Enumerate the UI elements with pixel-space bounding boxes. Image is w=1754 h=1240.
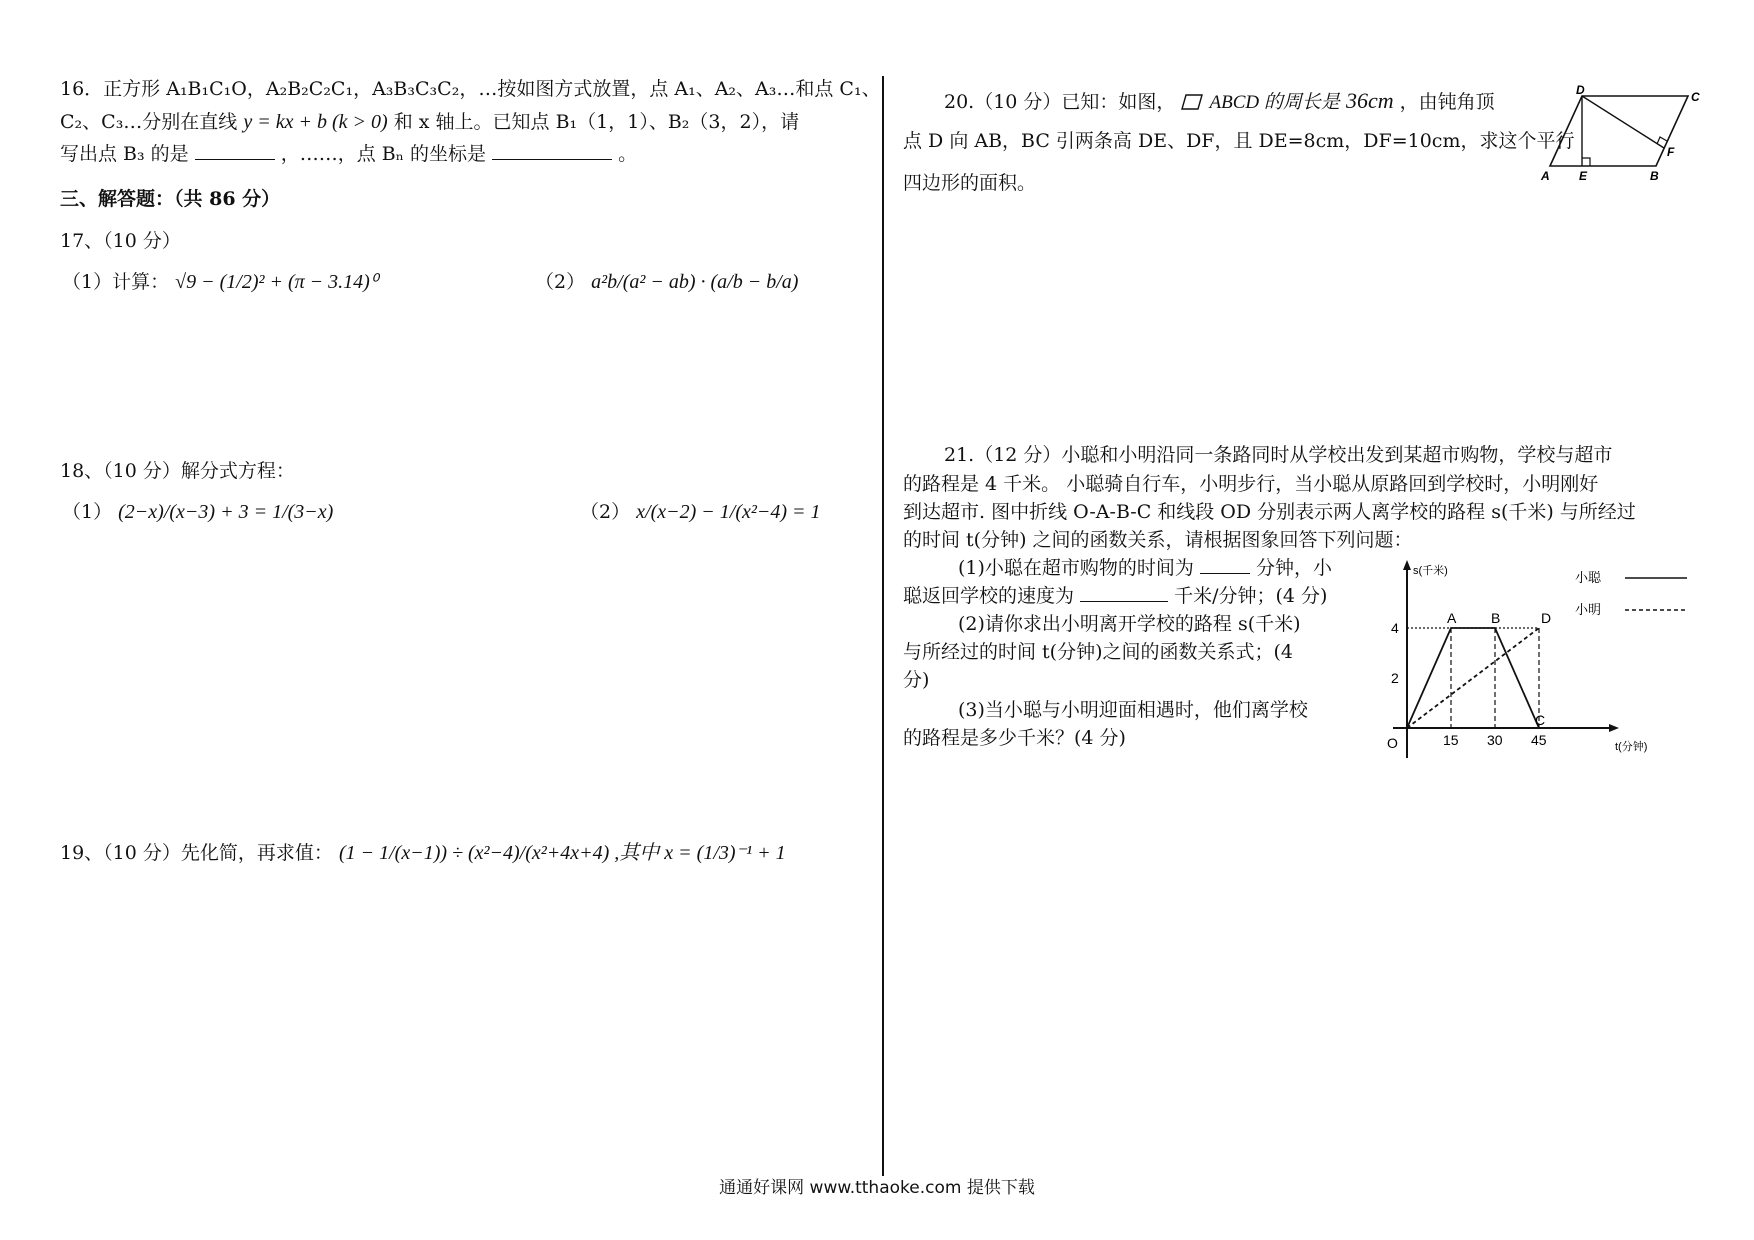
q16-line1: 16．正方形 A₁B₁C₁O，A₂B₂C₂C₁，A₃B₃C₃C₂，…按如图方式放置，点 A₁、A₂、A₃…和点 C₁、 (60, 78, 881, 100)
q19-expression: (1 − 1/(x−1)) ÷ (x²−4)/(x²+4x+4) ,其中 x = (1/3)⁻¹ + 1 (338, 842, 786, 864)
right-angle-e (1582, 158, 1590, 166)
height-df (1582, 96, 1664, 148)
q16-line2-a: C₂、C₃…分别在直线 (60, 111, 238, 133)
q16-blank-bn[interactable] (492, 159, 612, 160)
q21-s3-line2: 的路程是多少千米？(4 分) (903, 727, 1126, 749)
q21-line3: 到达超市. 图中折线 O-A-B-C 和线段 OD 分别表示两人离学校的路程 s(千米) 与所经过 (903, 501, 1636, 523)
q18-p1-expression: (2−x)/(x−3) + 3 = 1/(3−x) (118, 501, 334, 523)
q21-s1-b: 分钟，小 (1256, 557, 1333, 579)
q21-line4: 的时间 t(分钟) 之间的函数关系，请根据图象回答下列问题： (903, 529, 1413, 551)
q17-p1-label: （1）计算： (62, 271, 170, 293)
label-d: D (1576, 83, 1585, 97)
origin-label: O (1387, 735, 1398, 751)
q18-header: 18、（10 分）解分式方程： (60, 460, 295, 482)
q17-p2-label: （2） (535, 271, 586, 293)
footer: 通通好课网 www.tthaoke.com 提供下载 (719, 1178, 1035, 1198)
label-a: A (1541, 169, 1550, 183)
q20-line1 (944, 90, 1495, 112)
q18-part1 (62, 502, 333, 522)
x-tick-label-15: 15 (1443, 732, 1459, 748)
q17-p2-expression: a²b/(a² − ab) · (a/b − b/a) (591, 271, 799, 293)
legend-label-xiaocong: 小聪 (1575, 570, 1602, 585)
y-axis-arrow (1403, 560, 1411, 570)
q21-s1-a: (1)小聪在超市购物的时间为 (958, 557, 1194, 579)
x-tick-label-45: 45 (1531, 732, 1547, 748)
point-label-d: D (1541, 610, 1552, 626)
x-tick-label-30: 30 (1487, 732, 1503, 748)
q16-line3-a: 写出点 B₃ 的是 (60, 143, 189, 165)
y-tick-label-2: 2 (1391, 670, 1399, 686)
q19 (60, 843, 786, 863)
q21-line1: 21.（12 分）小聪和小明沿同一条路同时从学校出发到某超市购物，学校与超市 (944, 444, 1613, 466)
y-tick-label-4: 4 (1391, 620, 1399, 636)
q16-line-equation: y = kx + b (k > 0) (243, 111, 388, 133)
q21-blank-speed[interactable] (1080, 601, 1168, 602)
q21-s1-c: 聪返回学校的速度为 (903, 585, 1075, 607)
q21-sub1-line1 (958, 559, 1332, 578)
label-e: E (1579, 169, 1588, 183)
x-axis-label: t(分钟) (1615, 741, 1648, 753)
y-axis-label: s(千米) (1413, 565, 1448, 577)
parallelogram-icon (1181, 94, 1203, 110)
label-c: C (1691, 90, 1700, 104)
point-label-b: B (1491, 610, 1501, 626)
q18-p2-expression: x/(x−2) − 1/(x²−4) = 1 (636, 501, 821, 523)
label-b: B (1650, 169, 1659, 183)
q21-s2-line3: 分) (903, 669, 930, 691)
q20-line3: 四边形的面积。 (903, 172, 1037, 194)
x-axis-arrow (1609, 724, 1619, 732)
q16-line3 (60, 145, 637, 164)
q20-line2: 点 D 向 AB，BC 引两条高 DE、DF，且 DE=8cm，DF=10cm，求这个平行 (903, 130, 1575, 152)
q16-line2 (60, 112, 799, 132)
q17-header: 17、（10 分） (60, 230, 181, 252)
legend-label-xiaoming: 小明 (1575, 602, 1602, 617)
q16-line3-b: ，……，点 Bₙ 的坐标是 (280, 143, 487, 165)
q18-p1-label: （1） (62, 501, 113, 523)
point-label-c: C (1535, 712, 1546, 728)
point-label-a: A (1447, 610, 1457, 626)
q20-line1-b: ABCD 的周长是 (1209, 92, 1340, 113)
q20-line1-d: ，由钝角顶 (1399, 91, 1495, 113)
section-3-title: 三、解答题：（共 86 分） (60, 188, 281, 210)
q18-p2-label: （2） (580, 501, 631, 523)
distance-time-chart (1375, 558, 1705, 763)
parallelogram-figure (1538, 83, 1700, 186)
column-divider (882, 76, 884, 1176)
q21-s2-line2: 与所经过的时间 t(分钟)之间的函数关系式；(4 (903, 641, 1294, 663)
q21-line2: 的路程是 4 千米。 小聪骑自行车，小明步行，当小聪从原路回到学校时，小明刚好 (903, 473, 1599, 495)
q17-part1 (62, 272, 378, 292)
q21-s1-d: 千米/分钟；(4 分) (1174, 585, 1328, 607)
q17-p1-expression: √9 − (1/2)² + (π − 3.14)⁰ (175, 271, 378, 293)
q19-text: 19、（10 分）先化简，再求值： (60, 842, 333, 864)
q16-line2-b: 和 x 轴上。已知点 B₁（1，1）、B₂（3，2），请 (393, 111, 800, 133)
label-f: F (1667, 145, 1675, 159)
q21-s2-line1: (2)请你求出小明离开学校的路程 s(千米) (958, 613, 1301, 635)
q16-blank-b3[interactable] (195, 159, 275, 160)
q16-line3-end: 。 (618, 143, 638, 165)
q18-part2 (580, 502, 821, 522)
q20-perimeter: 36cm (1345, 88, 1394, 113)
right-angle-f (1657, 137, 1667, 144)
q17-part2 (535, 272, 798, 292)
q21-blank-shopping-time[interactable] (1200, 573, 1250, 574)
q21-s3-line1: (3)当小聪与小明迎面相遇时，他们离学校 (958, 699, 1308, 721)
q21-sub1-line2 (903, 587, 1327, 606)
series-line-xiaoming (1407, 628, 1539, 728)
q20-line1-a: 20.（10 分）已知：如图， (944, 91, 1176, 113)
